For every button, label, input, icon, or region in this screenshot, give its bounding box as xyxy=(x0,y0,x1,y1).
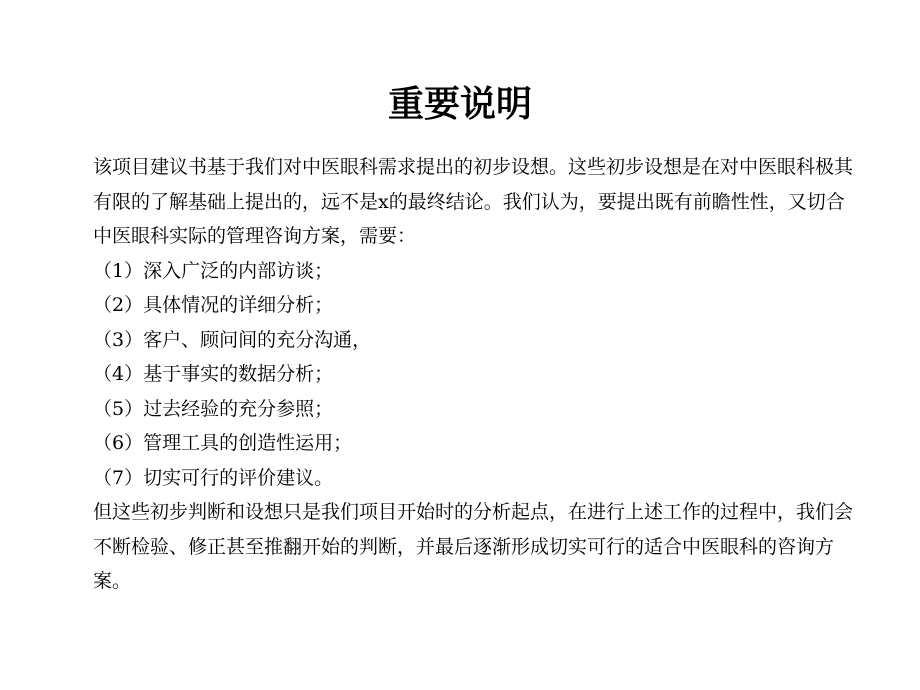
body-text xyxy=(93,150,863,599)
list-item: （1）深入广泛的内部访谈； xyxy=(93,259,334,282)
list-item: （4）基于事实的数据分析； xyxy=(93,363,334,385)
list-item: （5）过去经验的充分参照； xyxy=(93,397,334,420)
list-item: （2）具体情况的详细分析； xyxy=(93,294,334,316)
page-title: 重要说明 xyxy=(387,83,532,125)
closing-paragraph: 但这些初步判断和设想只是我们项目开始时的分析起点，在进行上述工作的过程中，我们会不断检验、修正甚至推翻开始的判断，并最后逐渐形成切实可行的适合中医眼科的咨询方案。 xyxy=(93,501,854,592)
list-item: （6）管理工具的创造性运用； xyxy=(93,432,353,454)
list-item: （7）切实可行的评价建议。 xyxy=(93,466,334,489)
requirements-list xyxy=(93,254,863,496)
intro-paragraph: 该项目建议书基于我们对中医眼科需求提出的初步设想。这些初步设想是在对中医眼科极其有限的了解基础上提出的，远不是x的最终结论。我们认为，要提出既有前瞻性性，又切合中医眼科实际的管理咨询方案，需要： xyxy=(93,156,854,247)
list-item: （3）客户、顾问间的充分沟通， xyxy=(93,328,372,351)
